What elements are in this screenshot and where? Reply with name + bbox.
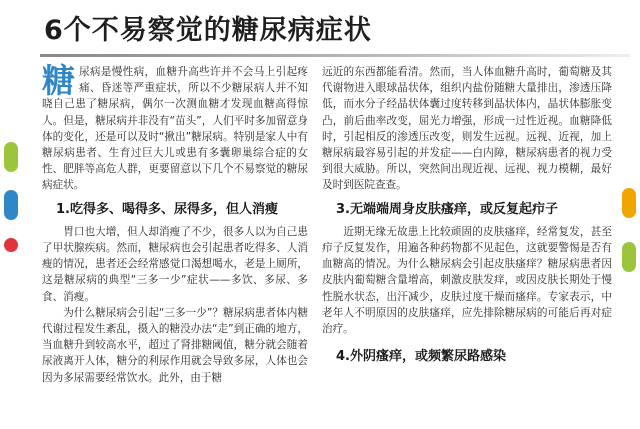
section-heading-3: 3.无端端周身皮肤瘙痒，或反复起疖子 <box>336 201 558 217</box>
section-heading-1: 1.吃得多、喝得多、尿得多，但人消瘦 <box>56 201 278 217</box>
right-decoration <box>622 188 636 272</box>
section-3-paragraph: 近期无缘无故患上比较顽固的皮肤瘙痒，经常复发，甚至疖子反复发作，用遍各种药物都不见起色，这就要警惕是否有血糖高的情况。为什么糖尿病会引起皮肤瘙痒？糖尿病患者因皮肤内葡萄糖含量增高，刺激皮肤发痒，或因皮肤长期处于慢性脱水状态，出汗减少，皮肤过度干燥而瘙痒。专家表示，中老年人不明原因的皮肤瘙痒，应先排除糖尿病的可能后再对症治疗。 <box>322 225 612 336</box>
left-column <box>42 61 308 386</box>
section-1-paragraph-2: 为什么糖尿病会引起“三多一少”？糖尿病患者体内糖代谢过程发生紊乱，摄入的糖没办法“走”到正确的地方，当血糖升到较高水平，超过了肾排糖阈值，糖分就会随着尿液离开人体，糖分的利尿作用就会导致多尿，人体也会因为多尿需要经常饮水。此外，由于糖 <box>42 306 308 384</box>
intro-paragraph: 尿病是慢性病，血糖升高些许并不会马上引起疼痛、昏迷等严重症状，所以不少糖尿病人并不知晓自己患了糖尿病，偶尔一次测血糖才发现血糖高得惊人。但是，糖尿病并非没有“苗头”，人们平时多加留意身体的变化，还是可以及时“揪出”糖尿病。特别是家人中有糖尿病患者、生育过巨大儿或患有多囊卵巢综合症的女性、肥胖等高危人群，更要留意以下几个不易察觉的糖尿病症状。 <box>42 66 308 192</box>
section-1-paragraph-1: 胃口也大增，但人却消瘦了不少，很多人以为自己患了甲状腺疾病。然而，糖尿病也会引起患者吃得多、人消瘦的情况，患者还会经常感觉口渴想喝水，老是上厕所，这是糖尿病的典型“三多一少”症状——多饮、多尿、多食、消瘦。 <box>42 225 308 303</box>
left-decoration <box>4 142 18 252</box>
blue-pill-decoration <box>4 190 18 220</box>
red-dot-decoration <box>4 238 18 252</box>
title-divider <box>40 54 630 57</box>
page-title: 6个不易察觉的糖尿病症状 <box>44 15 372 46</box>
green-pill-decoration <box>4 142 18 172</box>
green-pill-decoration <box>622 242 636 272</box>
orange-pill-decoration <box>622 188 636 218</box>
right-column <box>322 64 612 371</box>
drop-cap: 糖 <box>42 61 75 100</box>
section-2-continuation: 远近的东西都能看清。然而，当人体血糖升高时，葡萄糖及其代谢物进入眼球晶状体，组织内盐份随糖大量排出，渗透压降低，而水分子经晶状体囊过度转移到晶状体内，晶状体膨胀变凸，前后曲率改变，屈光力增强，形成一过性近视。血糖降低时，引起相反的渗透压改变，则发生远视。远视、近视，加上糖尿病最容易引起的并发症——白内障，糖尿病患者的视力受到很大威胁。所以，突然间出现近视、远视、视力模糊，最好及时到医院查查。 <box>322 66 612 192</box>
section-heading-4: 4.外阴瘙痒，或频繁尿路感染 <box>336 349 506 365</box>
